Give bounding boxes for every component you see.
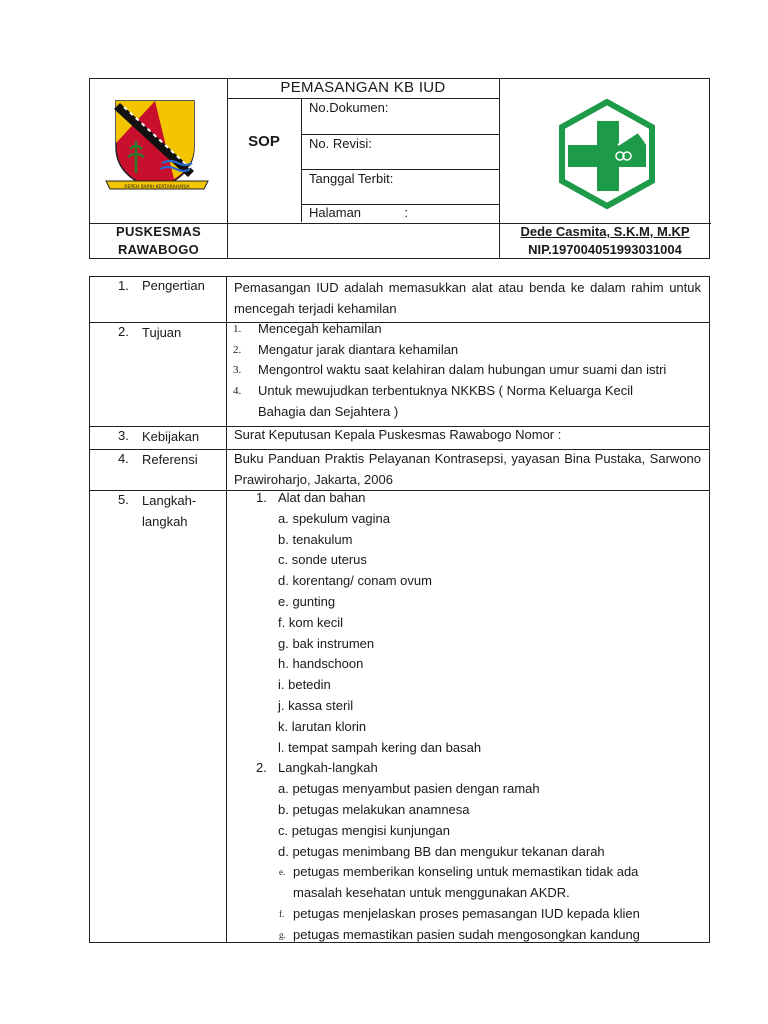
section-langkah: [90, 490, 709, 942]
label-line-2: langkah: [142, 514, 188, 529]
sop-label: SOP: [248, 133, 280, 150]
section-tujuan: [90, 322, 709, 426]
list-item: f. kom kecil: [278, 614, 344, 630]
section-number: 1.: [118, 278, 129, 293]
list-marker: g.: [279, 929, 286, 940]
section-text: Buku Panduan Praktis Pelayanan Kontrasepsi, yayasan Bina Pustaka, Sarwono Prawiroharjo, Jakarta, 2006: [234, 451, 701, 487]
list-item: [278, 862, 640, 904]
list-marker: e.: [279, 867, 286, 878]
list-item: l. tempat sampah kering dan basah: [278, 739, 482, 755]
list-item: b. tenakulum: [278, 531, 353, 547]
list-item: c. sonde uterus: [278, 552, 367, 568]
signer-nip: NIP.197004051993031004: [528, 242, 682, 257]
list-item: c. petugas mengisi kunjungan: [278, 822, 451, 838]
kabupaten-logo: [104, 97, 212, 197]
list-item: 3. Mengontrol waktu saat kelahiran dalam hubungan umur suami dan istri: [233, 362, 667, 378]
list-item: 2. Mengatur jarak diantara kehamilan: [233, 341, 459, 357]
list-text: petugas menjelaskan proses pemasangan IUD kepada klien: [293, 905, 640, 921]
section-number: 2.: [118, 324, 129, 339]
field-tanggal-terbit: Tanggal Terbit:: [309, 171, 394, 186]
list-item: d. petugas menimbang BB dan mengukur tekanan darah: [278, 843, 605, 859]
list-item: g. bak instrumen: [278, 635, 375, 651]
org-line-1: PUSKESMAS: [115, 224, 202, 239]
organization-name: [90, 223, 227, 259]
group-langkah-title: 2. Langkah-langkah: [256, 760, 378, 776]
list-marker: f.: [279, 908, 285, 919]
list-text: masalah kesehatan untuk menggunakan AKDR.: [293, 885, 570, 901]
list-item: a. spekulum vagina: [278, 510, 391, 526]
signer-block: [499, 223, 711, 259]
list-text: petugas memberikan konseling untuk memastikan tidak ada: [293, 864, 639, 880]
field-no-revisi: No. Revisi:: [309, 136, 372, 151]
list-item: d. korentang/ conam ovum: [278, 573, 432, 589]
list-item: k. larutan klorin: [278, 718, 367, 734]
section-text: Surat Keputusan Kepala Puskesmas Rawabogo Nomor :: [234, 427, 562, 442]
langkah-list: [250, 779, 640, 862]
signer-name: Dede Casmita, S.K.M, M.KP: [520, 224, 690, 239]
field-halaman: Halaman :: [309, 205, 408, 220]
list-item: [278, 904, 640, 925]
list-item: j. kassa steril: [278, 697, 354, 713]
list-item: Bahagia dan Sejahtera ): [258, 403, 399, 419]
document-title: PEMASANGAN KB IUD: [280, 79, 446, 96]
label-line-1: Langkah-: [142, 493, 197, 508]
section-text: Pemasangan IUD adalah memasukkan alat atau benda ke dalam rahim untuk mencegah terjadi kehamilan: [234, 280, 701, 316]
header-table: [89, 78, 710, 259]
section-number: 5.: [118, 492, 129, 507]
section-label: Kebijakan: [142, 429, 200, 444]
langkah-content: [250, 488, 640, 946]
section-referensi: [90, 449, 709, 490]
alat-bahan-list: [250, 509, 640, 759]
section-label: [142, 490, 196, 532]
list-item: b. petugas melakukan anamnesa: [278, 801, 470, 817]
list-item: h. handschoon: [278, 656, 364, 672]
section-label: Referensi: [142, 452, 198, 467]
list-item: 1. Mencegah kehamilan: [233, 321, 382, 336]
list-item: i. betedin: [278, 677, 331, 693]
section-kebijakan: [90, 426, 709, 449]
list-text: petugas memastikan pasien sudah mengosongkan kandung: [293, 926, 640, 942]
content-table: [89, 276, 710, 943]
tujuan-list: [233, 319, 666, 423]
list-item: [278, 925, 640, 946]
section-label: Pengertian: [142, 278, 205, 293]
puskesmas-logo: [552, 99, 662, 209]
field-no-dokumen: No.Dokumen:: [309, 100, 389, 115]
section-number: 3.: [118, 428, 129, 443]
group-alat-bahan-title: 1. Alat dan bahan: [256, 490, 366, 505]
org-line-2: RAWABOGO: [117, 242, 200, 257]
list-item: 4. Untuk mewujudkan terbentuknya NKKBS ( Norma Keluarga Kecil: [233, 383, 634, 399]
logo-motto: REPEH RAPIH KERTARAHARJA: [124, 185, 190, 190]
section-pengertian: [90, 277, 709, 322]
section-number: 4.: [118, 451, 129, 466]
langkah-list-continued: [250, 862, 640, 945]
list-item: a. petugas menyambut pasien dengan ramah: [278, 781, 540, 797]
section-label: Tujuan: [142, 325, 182, 340]
list-item: e. gunting: [278, 593, 336, 609]
